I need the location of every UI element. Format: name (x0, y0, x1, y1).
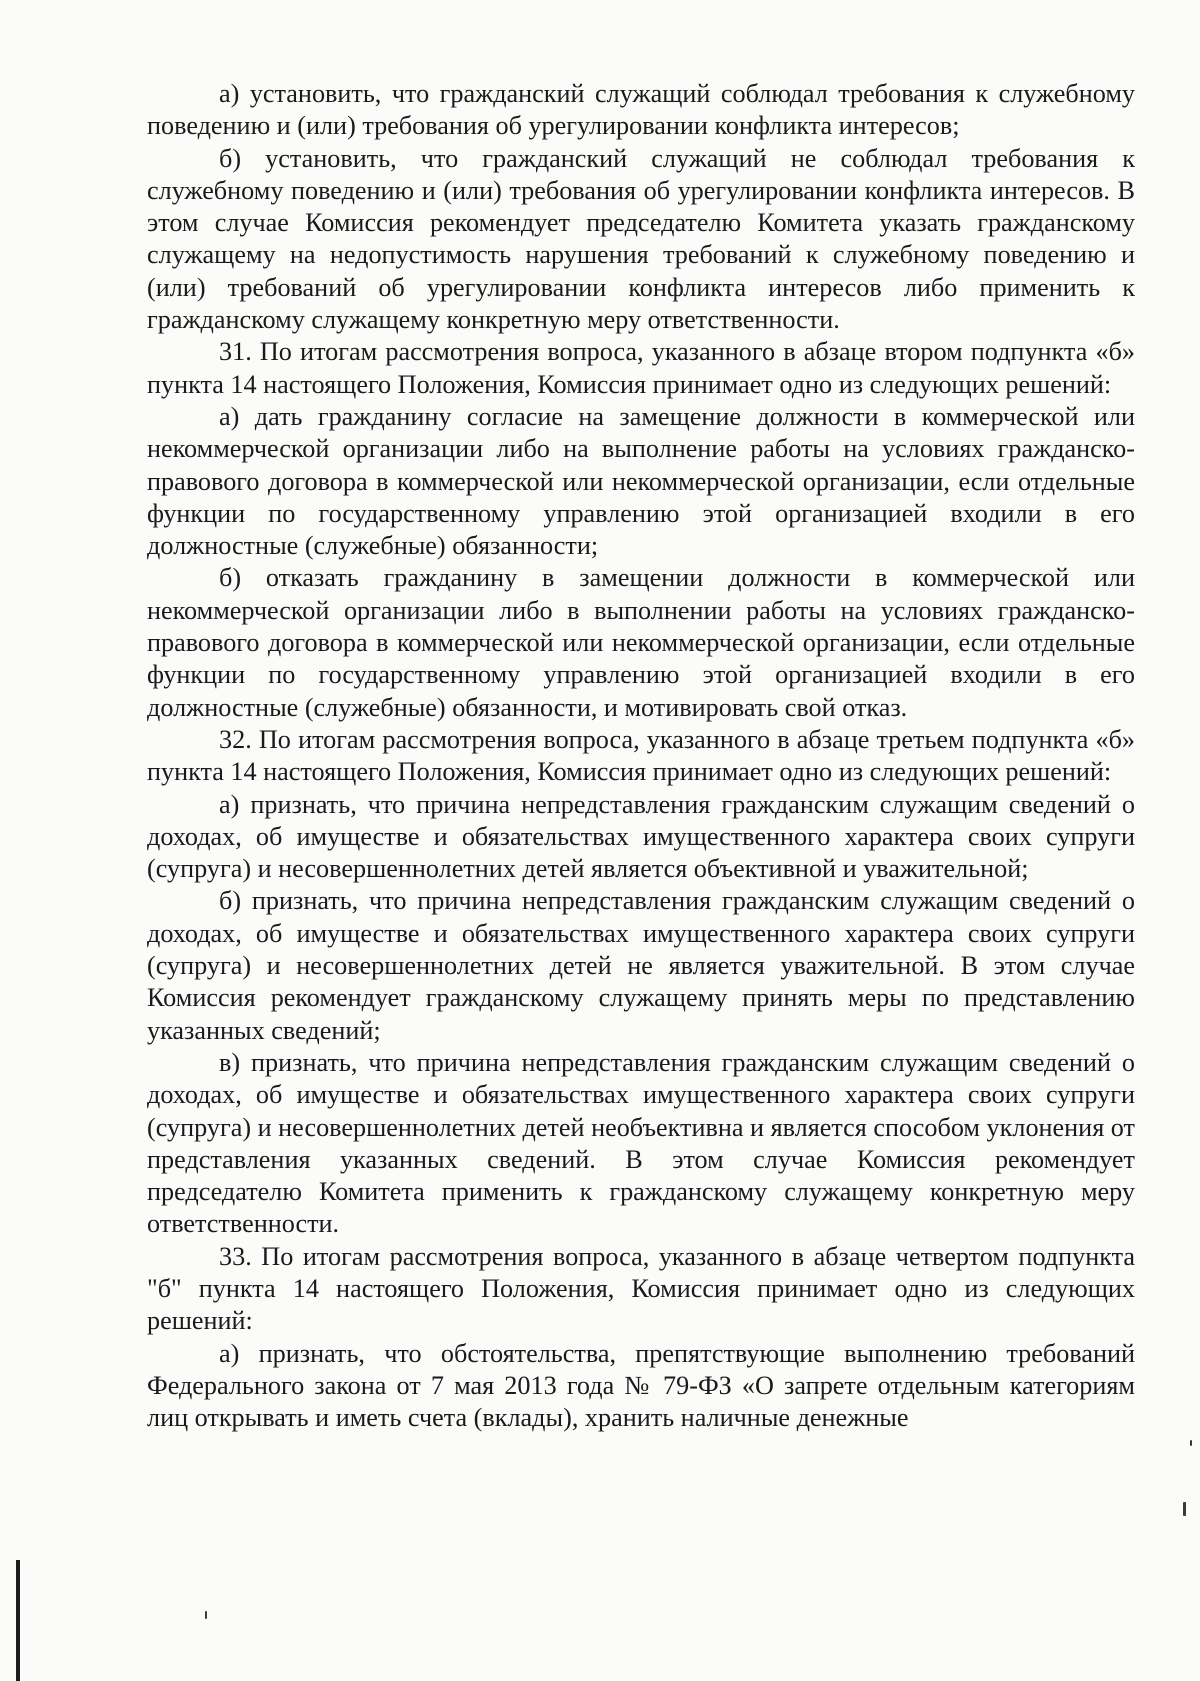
document-body (147, 78, 1135, 1434)
paragraph-32-v: в) признать, что причина непредставления гражданским служащим сведений о доходах, об имуществе и обязательствах имущественного характера своих супруги (супруга) и несовершеннолетних детей необъективна и является способом уклонения от представления указанных сведений. В этом случае Комиссия рекомендует председателю Комитета применить к гражданскому служащему конкретную меру ответственности. (147, 1047, 1135, 1239)
scan-edge-mark (16, 1560, 20, 1681)
paragraph-31: 31. По итогам рассмотрения вопроса, указанного в абзаце втором подпункта «б» пункта 14 настоящего Положения, Комиссия принимает одно из следующих решений: (147, 337, 1135, 399)
paragraph-33: 33. По итогам рассмотрения вопроса, указанного в абзаце четвертом подпункта "б" пункта 14 настоящего Положения, Комиссия принимает одно из следующих решений: (147, 1241, 1135, 1336)
paragraph-33-a: а) признать, что обстоятельства, препятствующие выполнению требований Федерального закона от 7 мая 2013 года № 79-ФЗ «О запрете отдельным категориям лиц открывать и иметь счета (вклады), хранить наличные денежные (147, 1338, 1135, 1433)
scan-speck (1190, 1440, 1192, 1446)
paragraph-32-a: а) признать, что причина непредставления гражданским служащим сведений о доходах, об имуществе и обязательствах имущественного характера своих супруги (супруга) и несовершеннолетних детей является объективной и уважительной; (147, 789, 1135, 884)
paragraph-b-not-complied: б) установить, что гражданский служащий не соблюдал требования к служебному поведению и (или) требования об урегулировании конфликта интересов. В этом случае Комиссия рекомендует председателю Комитета указать гражданскому служащему на недопустимость нарушения требований к служебному поведению и (или) требований об урегулировании конфликта интересов либо применить к гражданскому служащему конкретную меру ответственности. (147, 143, 1135, 335)
paragraph-a-complied: а) установить, что гражданский служащий соблюдал требования к служебному поведению и (или) требования об урегулировании конфликта интересов; (147, 79, 1135, 141)
scan-speck (205, 1611, 207, 1619)
paragraph-32-b: б) признать, что причина непредставления гражданским служащим сведений о доходах, об имуществе и обязательствах имущественного характера своих супруги (супруга) и несовершеннолетних детей не является уважительной. В этом случае Комиссия рекомендует гражданскому служащему принять меры по представлению указанных сведений; (147, 886, 1135, 1045)
paragraph-31-a: а) дать гражданину согласие на замещение должности в коммерческой или некоммерческой организации либо на выполнение работы на условиях гражданско-правового договора в коммерческой или некоммерческой организации, если отдельные функции по государственному управлению этой организацией входили в его должностные (служебные) обязанности; (147, 401, 1135, 561)
scan-speck (1183, 1502, 1186, 1516)
paragraph-31-b: б) отказать гражданину в замещении должности в коммерческой или некоммерческой организации либо в выполнении работы на условиях гражданско-правового договора в коммерческой или некоммерческой организации, если отдельные функции по государственному управлению этой организацией входили в его должностные (служебные) обязанности, и мотивировать свой отказ. (147, 563, 1135, 722)
paragraph-32: 32. По итогам рассмотрения вопроса, указанного в абзаце третьем подпункта «б» пункта 14 настоящего Положения, Комиссия принимает одно из следующих решений: (147, 724, 1135, 787)
